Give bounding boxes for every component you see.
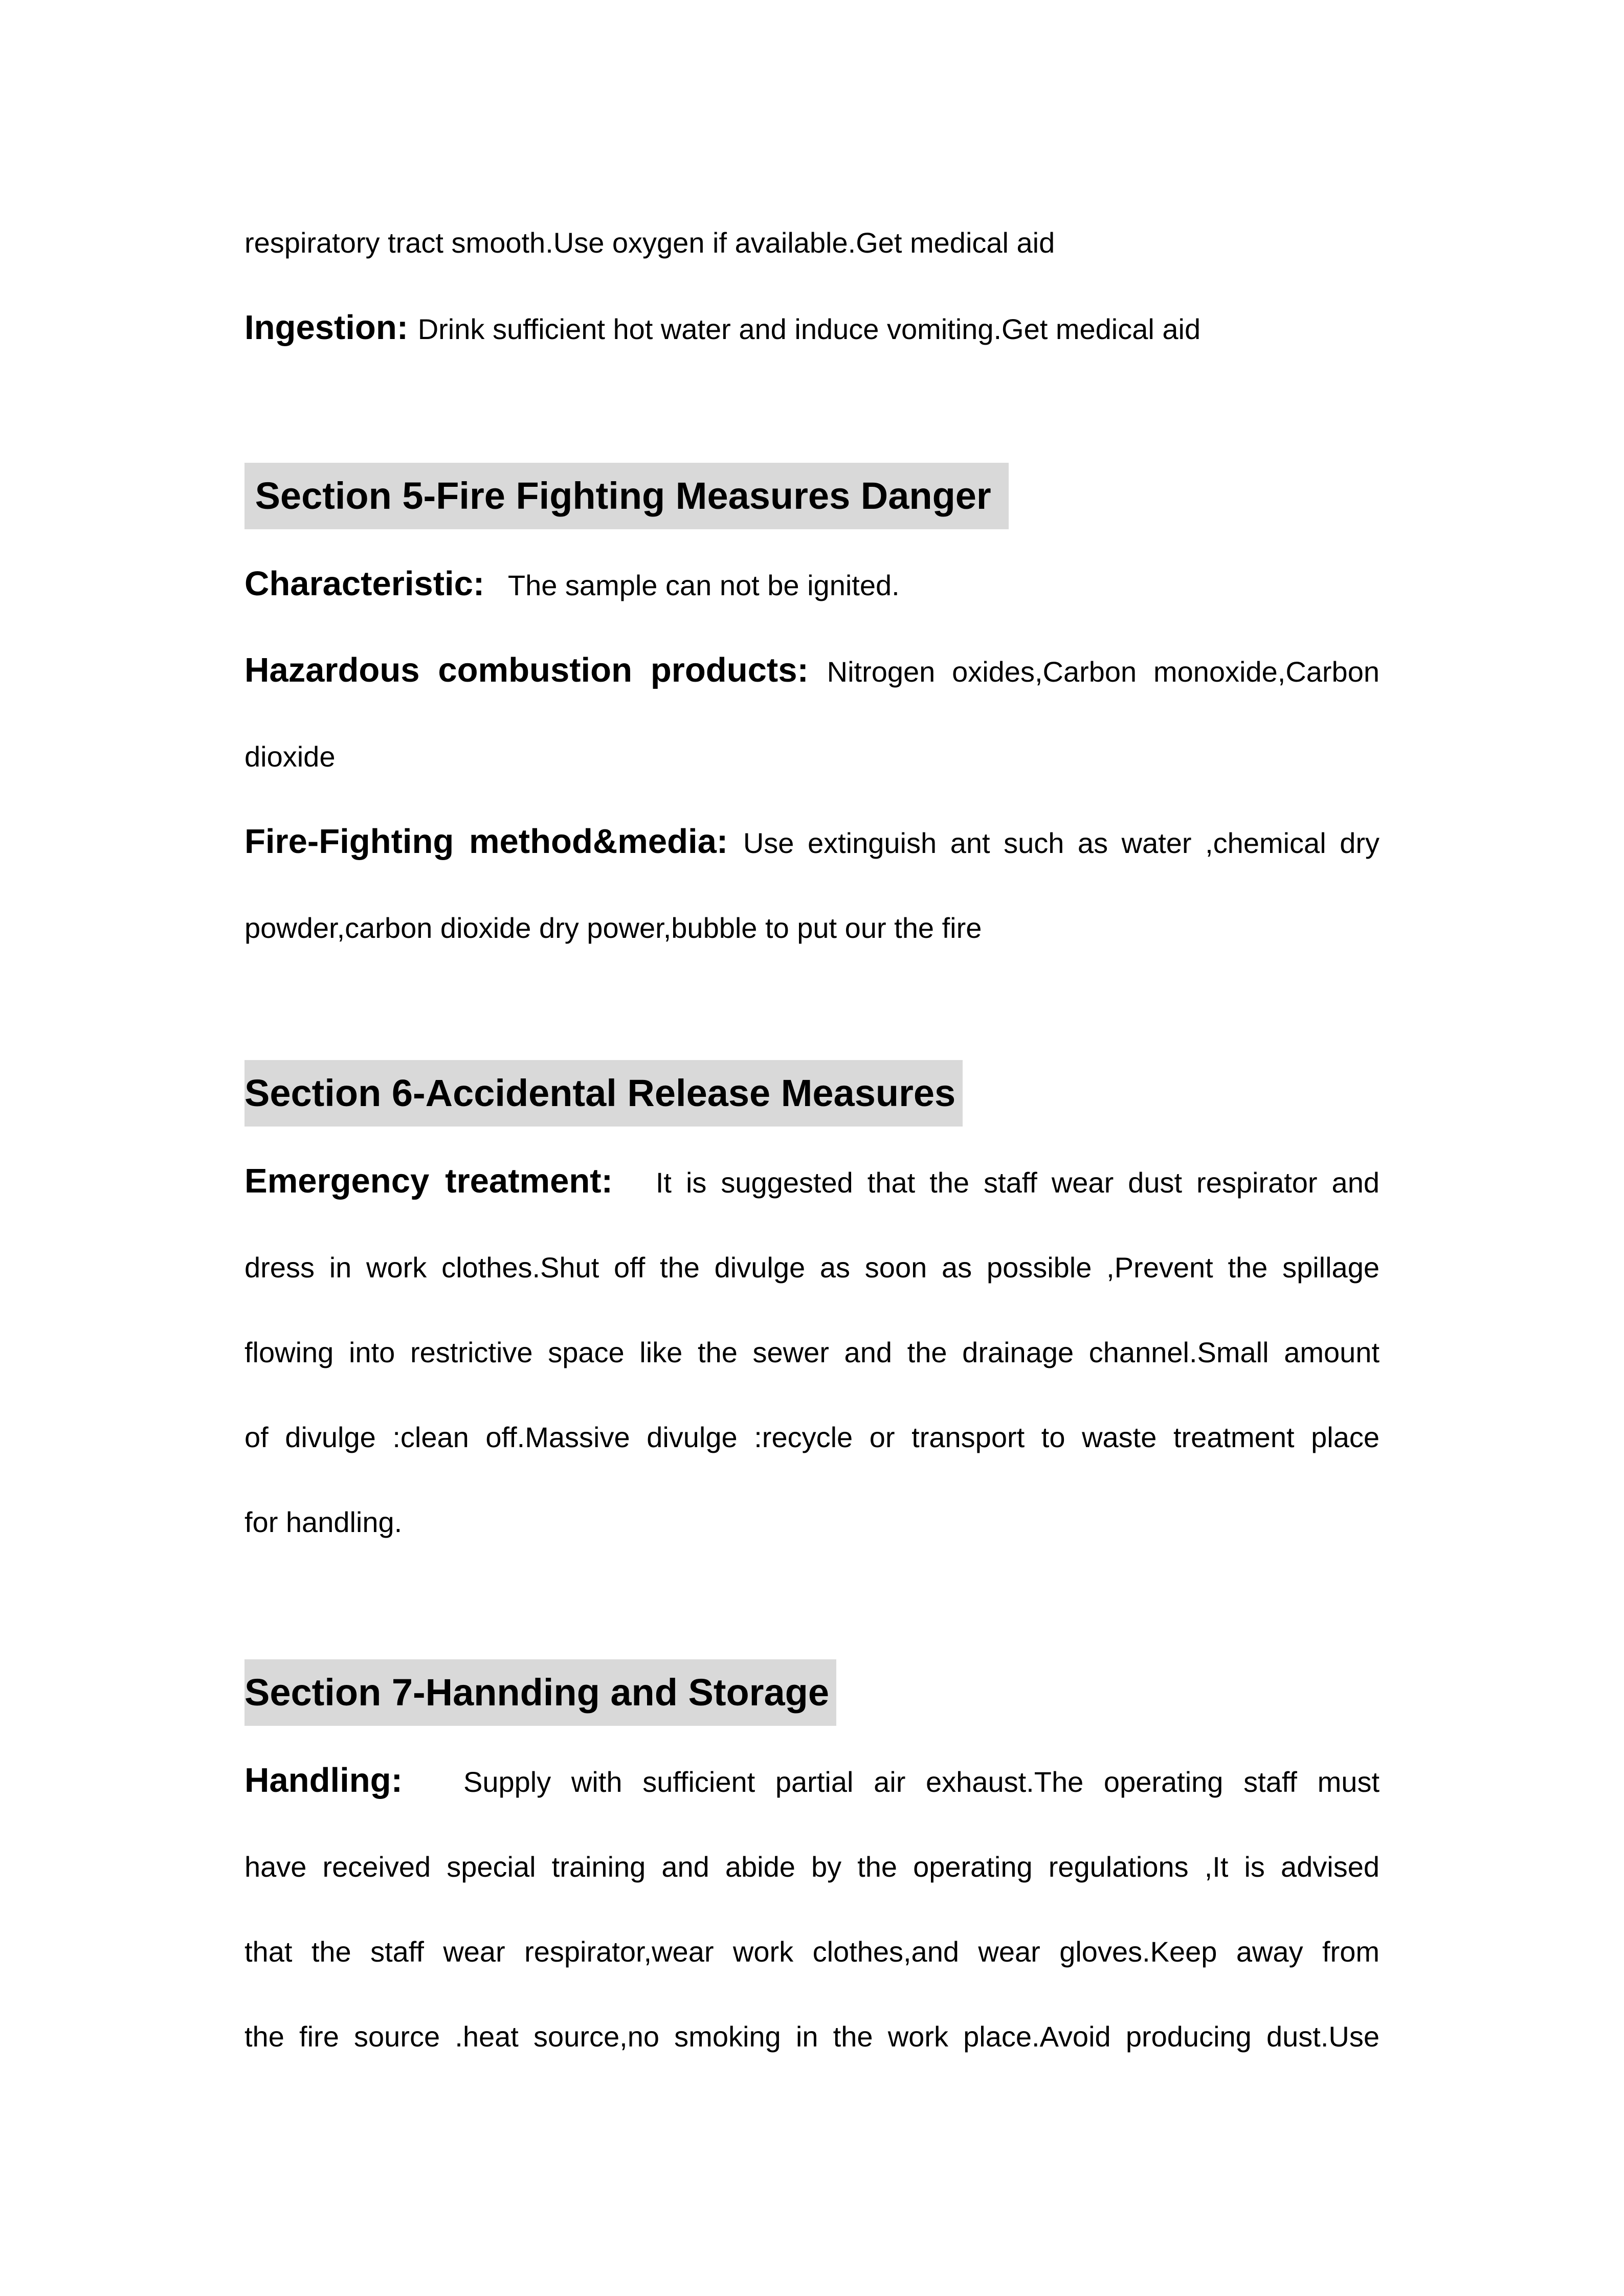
text-line	[244, 628, 1380, 714]
text-line	[244, 1225, 1380, 1310]
field-label: Hazardous combustion products:	[244, 651, 827, 689]
body-text: that the staff wear respirator,wear work clothes,and wear gloves.Keep away from	[244, 1935, 1380, 1968]
inhalation-continuation-paragraph	[244, 200, 1380, 285]
text-line	[244, 1909, 1380, 1994]
body-text: Supply with sufficient partial air exhaust.The operating staff must	[402, 1766, 1380, 1798]
body-text: powder,carbon dioxide dry power,bubble to put our the fire	[244, 912, 982, 944]
handling-paragraph	[244, 1738, 1380, 2079]
section-7-heading: Section 7-Hannding and Storage	[244, 1659, 836, 1726]
document-content	[244, 0, 1380, 2079]
emergency-treatment-paragraph	[244, 1139, 1380, 1565]
field-label: Handling:	[244, 1761, 403, 1799]
text-line	[244, 1825, 1380, 1909]
body-text: Nitrogen oxides,Carbon monoxide,Carbon	[827, 656, 1380, 688]
body-text: respiratory tract smooth.Use oxygen if available.Get medical aid	[244, 227, 1055, 259]
text-line	[244, 886, 1380, 971]
body-text: dioxide	[244, 740, 336, 773]
text-line	[244, 285, 1380, 372]
ingestion-paragraph	[244, 285, 1380, 372]
characteristic-paragraph	[244, 542, 1380, 628]
text-line	[244, 714, 1380, 799]
text-line	[244, 542, 1380, 628]
section-7-heading-row	[244, 1659, 1380, 1726]
field-label: Ingestion:	[244, 308, 418, 347]
body-text: the fire source .heat source,no smoking in the work place.Avoid producing dust.Use	[244, 2020, 1380, 2053]
section-6-heading-row	[244, 1060, 1380, 1127]
section-5-heading-row	[244, 463, 1380, 529]
body-text: flowing into restrictive space like the sewer and the drainage channel.Small amount	[244, 1336, 1380, 1368]
hazardous-combustion-products-paragraph	[244, 628, 1380, 799]
body-text: Drink sufficient hot water and induce vomiting.Get medical aid	[417, 313, 1201, 345]
text-line	[244, 1738, 1380, 1825]
body-text: The sample can not be ignited.	[484, 569, 900, 601]
section-5-heading: Section 5-Fire Fighting Measures Danger	[244, 463, 1009, 529]
body-text: It is suggested that the staff wear dust respirator and	[612, 1166, 1380, 1199]
text-line	[244, 1310, 1380, 1395]
text-line	[244, 200, 1380, 285]
section-6-heading: Section 6-Accidental Release Measures	[244, 1060, 963, 1127]
field-label: Characteristic:	[244, 565, 485, 603]
body-text: have received special training and abide by the operating regulations ,It is advised	[244, 1851, 1380, 1883]
text-line	[244, 799, 1380, 886]
body-text: Use extinguish ant such as water ,chemical dry	[743, 827, 1380, 859]
body-text: for handling.	[244, 1506, 403, 1538]
body-text: dress in work clothes.Shut off the divulge as soon as possible ,Prevent the spillage	[244, 1251, 1380, 1284]
field-label: Emergency treatment:	[244, 1162, 613, 1200]
field-label: Fire-Fighting method&media:	[244, 822, 743, 861]
fire-fighting-method-paragraph	[244, 799, 1380, 971]
text-line	[244, 1395, 1380, 1480]
text-line	[244, 1994, 1380, 2079]
text-line	[244, 1139, 1380, 1225]
text-line	[244, 1480, 1380, 1565]
body-text: of divulge :clean off.Massive divulge :recycle or transport to waste treatment place	[244, 1421, 1380, 1453]
